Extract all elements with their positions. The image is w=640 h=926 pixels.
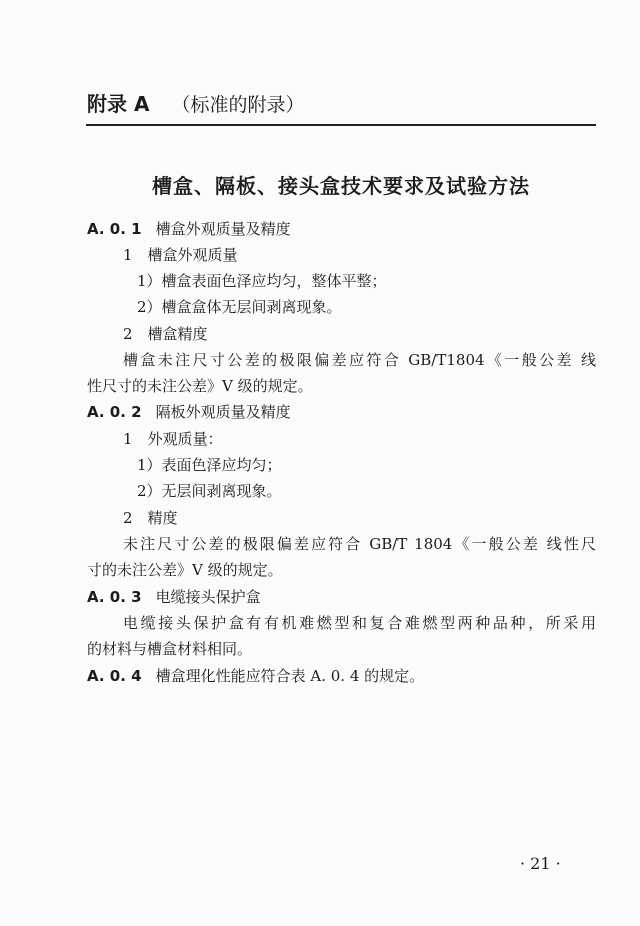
section-a02-paragraph-line1: 未注尺寸公差的极限偏差应符合 GB/T 1804《一般公差 线性尺 (123, 535, 596, 553)
section-a01-paragraph-line1: 槽盒未注尺寸公差的极限偏差应符合 GB/T1804《一般公差 线 (123, 351, 596, 369)
section-a03-heading (87, 587, 261, 607)
header-divider (86, 124, 596, 126)
page-number: · 21 · (520, 854, 561, 873)
page-title: 槽盒、隔板、接头盒技术要求及试验方法 (152, 174, 530, 198)
section-a04-number: A. 0. 4 (87, 667, 142, 685)
section-a01-paragraph-line2: 性尺寸的未注公差》V 级的规定。 (87, 377, 313, 395)
appendix-label: 附录 A (87, 92, 150, 116)
section-a03-paragraph-line2: 的材料与槽盒材料相同。 (87, 640, 253, 658)
section-a02-item2: 2 精度 (123, 509, 178, 527)
section-a04-text: 槽盒理化性能应符合表 A. 0. 4 的规定。 (155, 667, 425, 685)
section-a02-sub1: 1）表面色泽应均匀； (137, 456, 282, 474)
appendix-header (87, 88, 304, 117)
section-a01-sub1: 1）槽盒表面色泽应均匀，整体平整； (137, 272, 387, 290)
section-a02-number: A. 0. 2 (87, 403, 142, 421)
section-a02-sub2: 2）无层间剥离现象。 (137, 482, 282, 500)
section-a03-title: 电缆接头保护盒 (155, 588, 261, 606)
section-a02-item1: 1 外观质量： (123, 430, 223, 448)
section-a01-heading (87, 219, 291, 239)
section-a02-heading (87, 402, 291, 422)
section-a01-title: 槽盒外观质量及精度 (155, 220, 291, 238)
appendix-note: （标准的附录） (171, 94, 305, 116)
section-a02-paragraph-line2: 寸的未注公差》V 级的规定。 (87, 561, 283, 579)
section-a01-item1: 1 槽盒外观质量 (123, 246, 238, 264)
section-a01-item2: 2 槽盒精度 (123, 325, 208, 343)
section-a02-title: 隔板外观质量及精度 (155, 403, 291, 421)
section-a01-sub2: 2）槽盒盒体无层间剥离现象。 (137, 298, 342, 316)
section-a04-heading (87, 666, 424, 686)
section-a01-number: A. 0. 1 (87, 220, 142, 238)
section-a03-paragraph-line1: 电缆接头保护盒有有机难燃型和复合难燃型两种品种，所采用 (123, 614, 596, 632)
section-a03-number: A. 0. 3 (87, 588, 142, 606)
